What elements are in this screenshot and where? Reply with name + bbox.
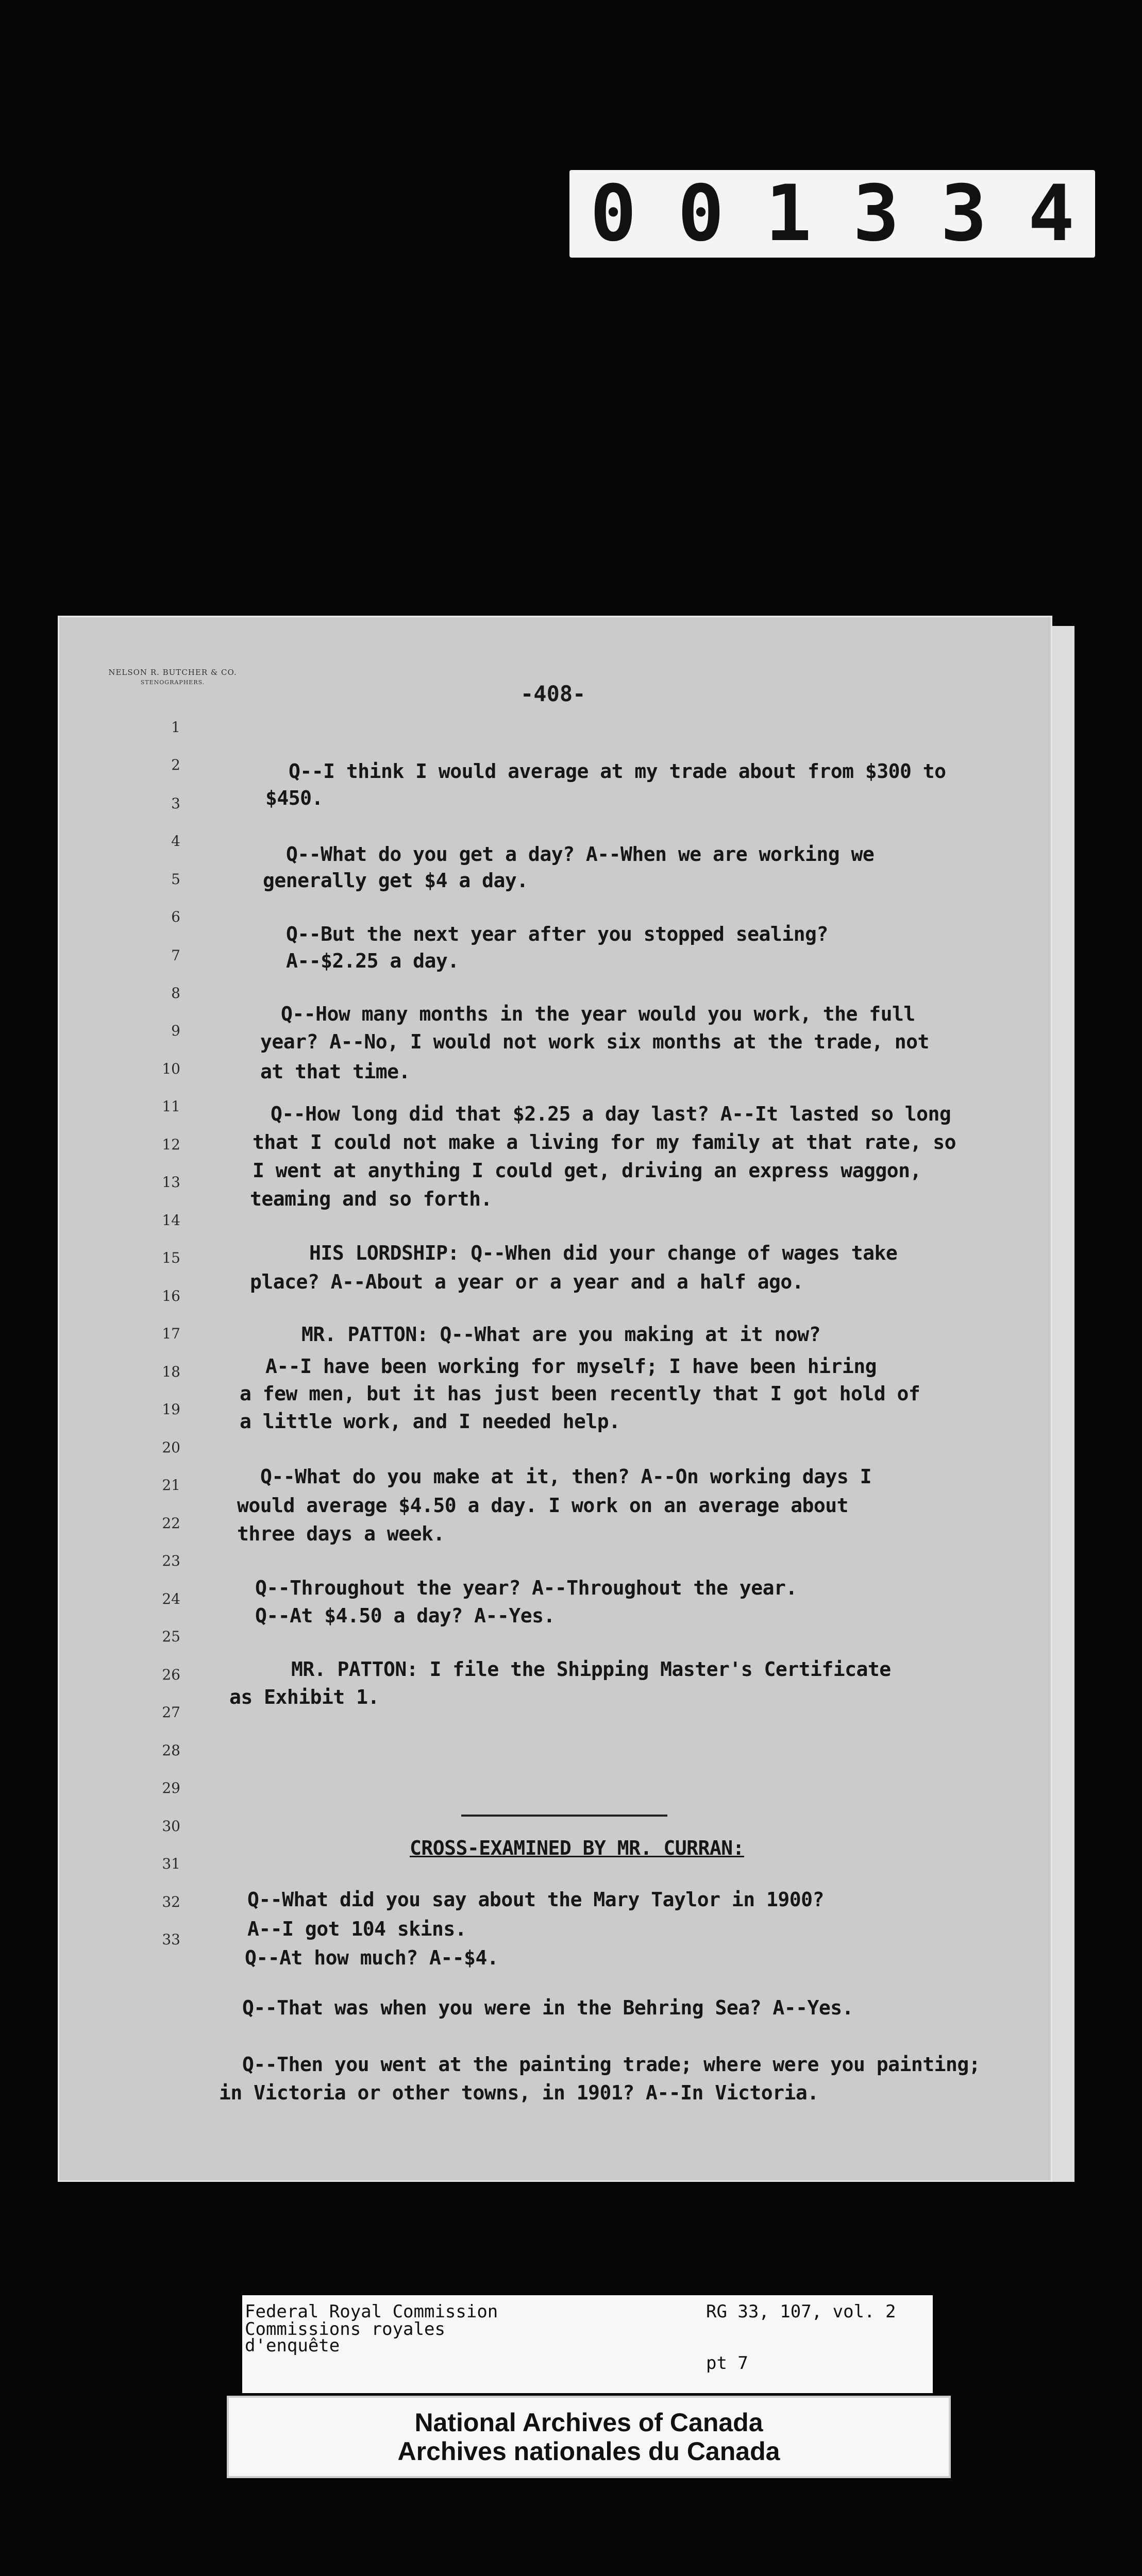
line-number: 19 [162,1401,180,1418]
transcript-line: that I could not make a living for my family at that rate, so [253,1131,956,1154]
line-number: 33 [162,1931,180,1948]
transcript-line: Q--How long did that $2.25 a day last? A--It lasted so long [271,1103,951,1125]
transcript-line: MR. PATTON: I file the Shipping Master's Certificate [291,1658,891,1681]
transcript-line: at that time. [260,1060,410,1083]
line-number: 18 [162,1363,180,1380]
transcript-line: Q--What do you get a day? A--When we are working we [286,843,875,866]
transcript-line: A--$2.25 a day. [286,950,459,972]
line-number: 12 [162,1136,180,1153]
transcript-line: Q--I think I would average at my trade about from $300 to [289,760,946,783]
transcript-line: Q--At how much? A--$4. [245,1946,499,1969]
transcript-line: A--I have been working for myself; I have been hiring [265,1355,877,1378]
line-number: 26 [162,1666,180,1683]
transcript-line: year? A--No, I would not work six months at the trade, not [260,1030,929,1053]
line-number: 6 [171,908,180,925]
transcript-line: A--I got 104 skins. [247,1918,467,1940]
section-rule [461,1815,667,1817]
transcript-line: place? A--About a year or a year and a half ago. [250,1270,804,1293]
frame-number-box [569,170,1095,258]
line-number: 27 [162,1704,180,1721]
line-number: 17 [162,1325,180,1342]
transcript-line: I went at anything I could get, driving an express waggon, [253,1159,921,1182]
transcript-line: HIS LORDSHIP: Q--When did your change of wages take [309,1242,898,1264]
collection-name-fr-2: d'enquête [245,2335,340,2356]
cross-examined-heading: CROSS-EXAMINED BY MR. CURRAN: [410,1837,744,1859]
transcript-line: would average $4.50 a day. I work on an average about [237,1494,849,1517]
part-number: pt 7 [706,2353,748,2374]
page-number: -408- [520,681,586,706]
letterhead [95,667,250,688]
frame-digit: 0 [677,169,725,259]
line-number: 25 [162,1628,180,1645]
transcript-line: as Exhibit 1. [229,1686,379,1708]
reference-number: RG 33, 107, vol. 2 [706,2301,896,2322]
line-number: 16 [162,1287,180,1304]
transcript-line: in Victoria or other towns, in 1901? A--In Victoria. [219,2081,819,2104]
line-number: 23 [162,1552,180,1569]
line-number: 8 [171,985,180,1002]
transcript-line: a little work, and I needed help. [240,1410,620,1433]
transcript-line: $450. [265,787,323,809]
collection-label [242,2295,933,2393]
transcript-line: Q--What do you make at it, then? A--On working days I [260,1465,872,1488]
transcript-line: Q--How many months in the year would you work, the full [281,1003,915,1025]
line-number: 28 [162,1742,180,1759]
line-number: 5 [171,871,180,888]
line-number: 2 [171,756,180,773]
line-number: 29 [162,1780,180,1797]
transcript-line: Q--But the next year after you stopped sealing? [286,923,828,945]
line-number: 24 [162,1590,180,1607]
frame-digit: 3 [940,169,987,259]
letterhead-company: NELSON R. BUTCHER & CO. [108,668,237,677]
transcript-line: Q--That was when you were in the Behring Sea? A--Yes. [242,1996,854,2019]
line-number: 3 [171,795,180,812]
line-number: 1 [171,719,180,736]
line-number: 4 [171,833,180,850]
transcript-line: Q--Throughout the year? A--Throughout the year. [255,1577,797,1599]
transcript-line: teaming and so forth. [250,1188,492,1210]
transcript-line: three days a week. [237,1522,445,1545]
frame-digit: 0 [590,169,637,259]
line-number: 21 [162,1477,180,1494]
transcript-line: a few men, but it has just been recently that I got hold of [240,1382,920,1405]
letterhead-subtitle: STENOGRAPHERS. [140,679,205,686]
archive-name-fr: Archives nationales du Canada [397,2437,780,2466]
transcript-line: Q--At $4.50 a day? A--Yes. [255,1604,555,1627]
archive-banner [227,2396,951,2478]
collection-name-fr: Commissions royales [245,2319,445,2340]
frame-digit: 1 [765,169,812,259]
archive-name-en: National Archives of Canada [414,2408,763,2437]
collection-name: Federal Royal Commission [245,2301,498,2322]
line-number: 15 [162,1249,180,1266]
line-number: 20 [162,1439,180,1456]
line-number: 9 [171,1022,180,1039]
frame-digit: 3 [852,169,900,259]
transcript-line: Q--Then you went at the painting trade; where were you painting; [242,2053,981,2076]
line-number: 13 [162,1174,180,1191]
transcript-line: Q--What did you say about the Mary Taylor in 1900? [247,1888,824,1911]
line-number: 11 [162,1098,180,1115]
line-number: 10 [162,1060,180,1077]
transcript-line: generally get $4 a day. [263,869,528,892]
frame-digit: 4 [1028,169,1075,259]
line-number: 7 [171,947,180,964]
line-number: 22 [162,1515,180,1532]
line-number: 31 [162,1855,180,1872]
line-number: 30 [162,1818,180,1835]
transcript-line: MR. PATTON: Q--What are you making at it now? [301,1323,821,1346]
line-number: 32 [162,1893,180,1910]
line-number: 14 [162,1212,180,1229]
